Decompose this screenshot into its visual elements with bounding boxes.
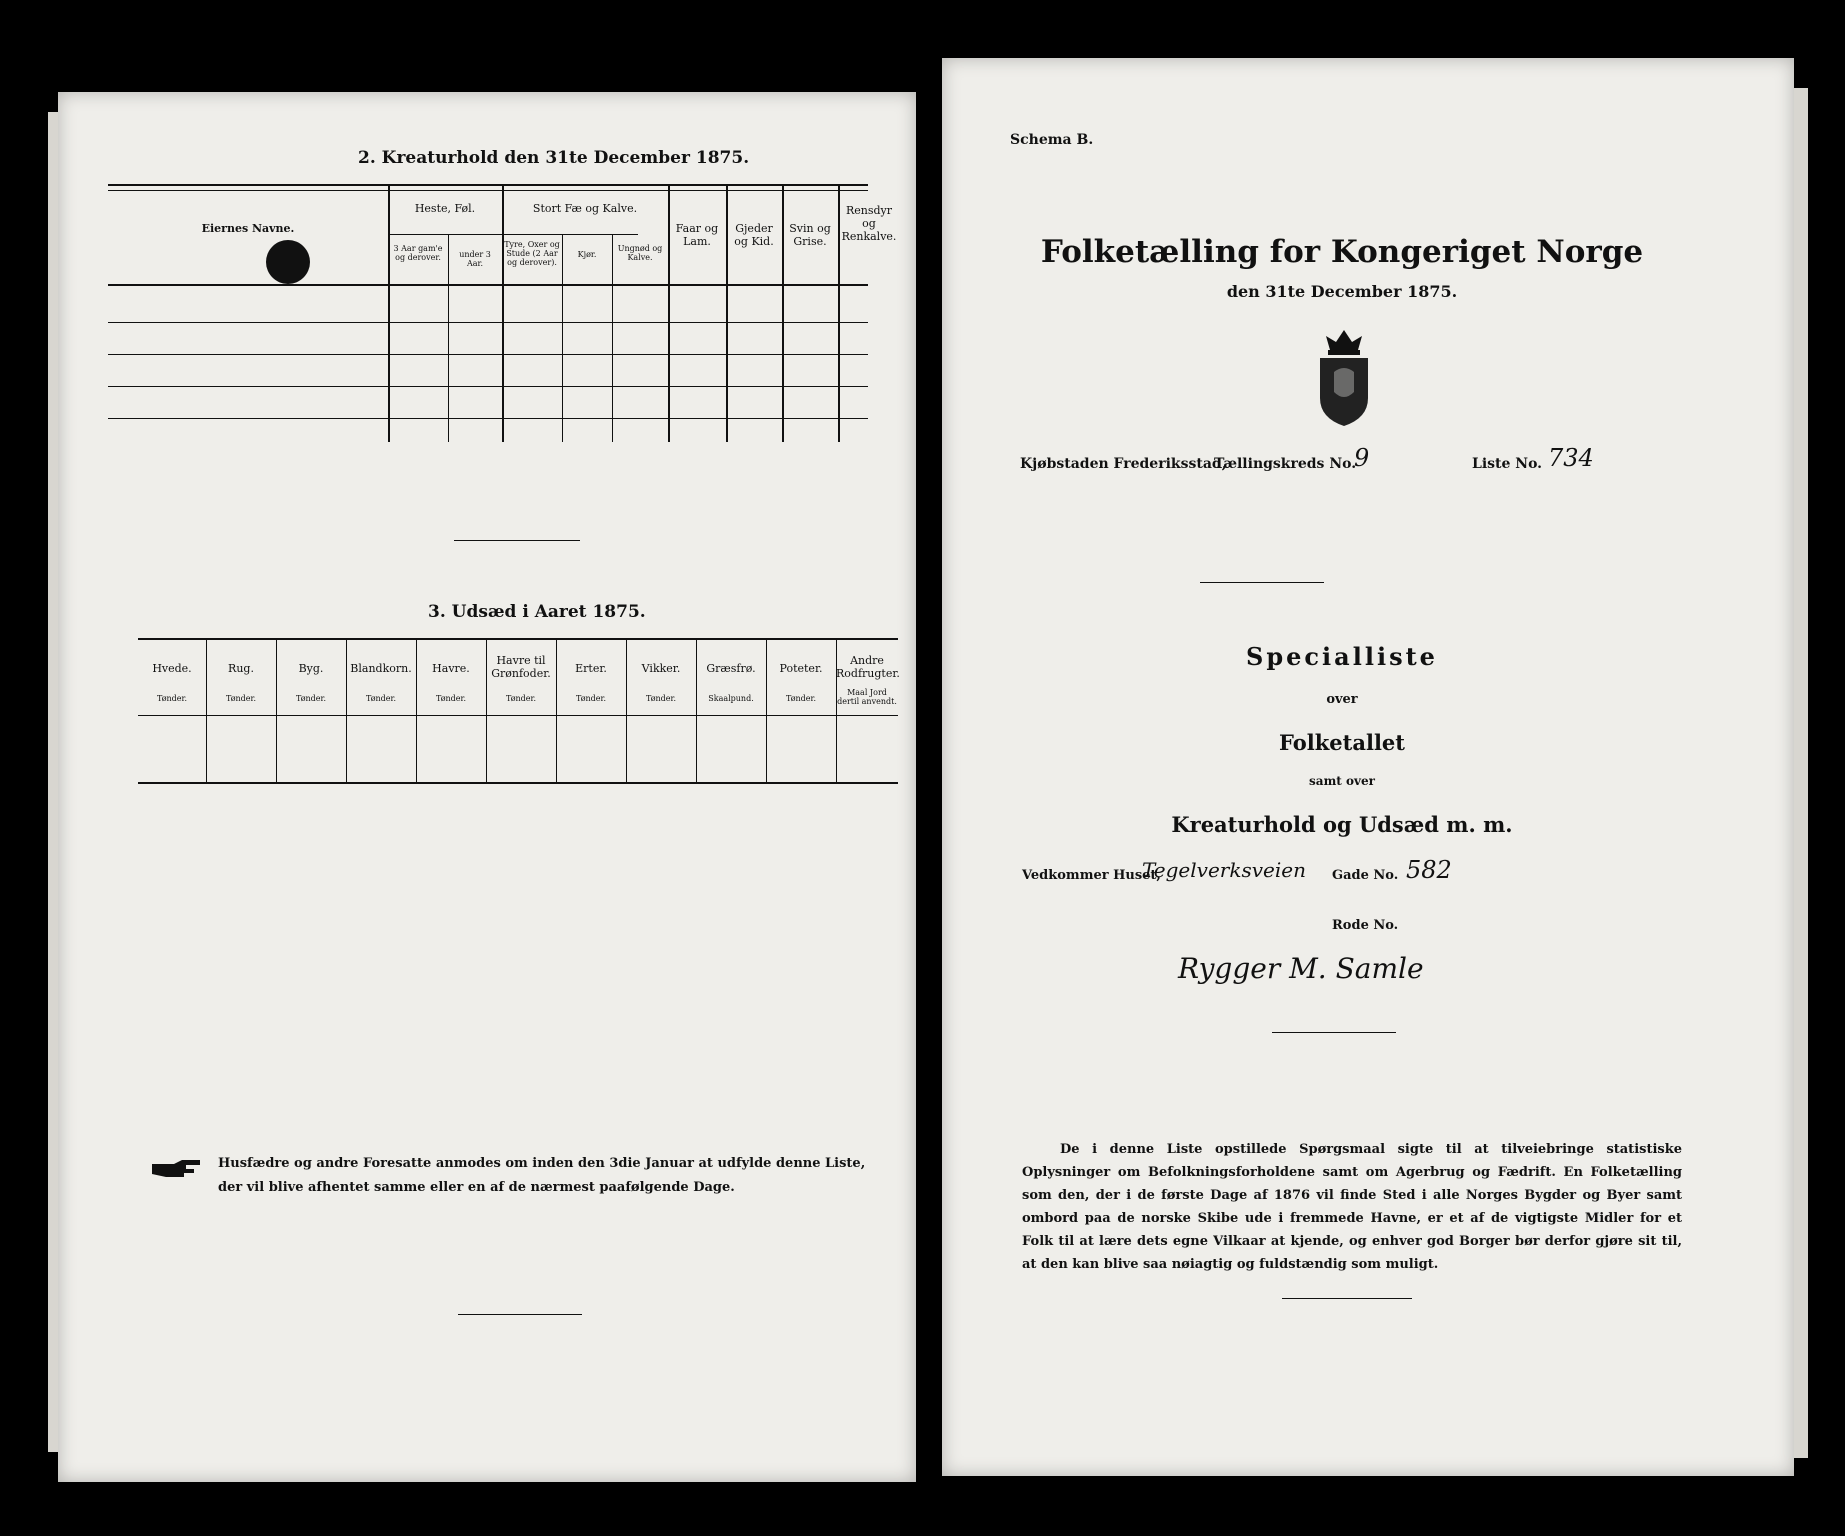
left-page (58, 92, 916, 1482)
crop-unit: Tønder. (365, 694, 397, 703)
divider (458, 1314, 582, 1315)
crop-unit: Tønder. (645, 694, 677, 703)
crop-unit: Maal Jord dertil anvendt. (837, 688, 897, 706)
census-date: den 31te December 1875. (1226, 282, 1458, 301)
kreatur-label: Kreaturhold og Udsæd m. m. (1171, 812, 1513, 837)
crop-header: Andre Rodfrugter. (836, 654, 900, 680)
liste-label: Liste No. (1472, 456, 1543, 472)
crop-unit: Tønder. (575, 694, 607, 703)
rode-label: Rode No. (1332, 918, 1399, 933)
divider (1282, 1298, 1412, 1299)
divider (454, 540, 580, 541)
owner-header: Eiernes Navne. (201, 222, 295, 235)
gade-label: Gade No. (1332, 868, 1399, 883)
folketallet-label: Folketallet (1279, 730, 1405, 755)
horse-young-header: under 3 Aar. (459, 250, 491, 268)
crop-header: Byg. (298, 662, 324, 675)
crop-unit: Tønder. (295, 694, 327, 703)
pig-header: Svin og Grise. (789, 222, 831, 248)
over-label: over (1326, 692, 1358, 707)
crop-unit: Tønder. (505, 694, 537, 703)
samt-label: samt over (1309, 774, 1375, 788)
kreds-label: Tællingskreds No. (1214, 456, 1357, 472)
right-page (942, 58, 1794, 1476)
crop-header: Havre. (432, 662, 470, 675)
footer-text: De i denne Liste opstillede Spørgsmaal sigte til at tilveiebringe statistiske Oplysninger om Befolkningsforholdene samt om Agerbrug og Fædrift. En Folketælling som den, der i de første Dage af 1876 vil finde Sted i alle Norges Bygder og Byer samt ombord paa de norske Skibe ude i fremmede Havne, er et af de vigtigste Midler for et Folk til at lære dets egne Vilkaar at kjende, og enhver god Borger bør derfor gjøre sit til, at den kan blive saa nøiagtig og fuldstændig som muligt. (1022, 1142, 1682, 1272)
sheep-header: Faar og Lam. (675, 222, 719, 248)
divider (1272, 1032, 1396, 1033)
special-title: Specialliste (1246, 642, 1438, 671)
crop-header: Havre til Grønfoder. (491, 654, 551, 680)
kreds-value: 9 (1354, 444, 1370, 472)
liste-value: 734 (1548, 444, 1594, 472)
town-label: Kjøbstaden Frederiksstad, (1020, 456, 1227, 472)
crop-header: Græsfrø. (706, 662, 756, 675)
huset-value: Tegelverksveien (1142, 858, 1306, 882)
crop-unit: Tønder. (785, 694, 817, 703)
crop-header: Erter. (575, 662, 607, 675)
huset-label: Vedkommer Huset, (1022, 868, 1161, 883)
coat-of-arms-icon (1312, 328, 1376, 428)
pointing-hand-icon (150, 1158, 204, 1178)
page-edge (1794, 88, 1808, 1458)
page-edge (48, 112, 58, 1452)
gade-value: 582 (1406, 856, 1452, 884)
cow-header: Kjør. (577, 250, 597, 259)
crop-header: Blandkorn. (350, 662, 412, 675)
crop-unit: Tønder. (435, 694, 467, 703)
divider (1200, 582, 1324, 583)
section3-title: 3. Udsæd i Aaret 1875. (428, 602, 646, 622)
crop-header: Hvede. (152, 662, 192, 675)
schema-label: Schema B. (1010, 132, 1094, 148)
main-title: Folketælling for Kongeriget Norge (1040, 234, 1644, 270)
ink-blot (266, 240, 310, 284)
calf-header: Ungnød og Kalve. (617, 244, 663, 262)
horse-adult-header: 3 Aar gam'e og derover. (393, 244, 443, 262)
notice-text: Husfædre og andre Foresatte anmodes om inden den 3die Januar at udfylde denne Liste, der vil blive afhentet samme eller en af de nærmest paafølgende Dage. (218, 1156, 866, 1195)
horse-header: Heste, Føl. (414, 202, 476, 215)
section2-title: 2. Kreaturhold den 31te December 1875. (358, 148, 750, 168)
crop-header: Vikker. (641, 662, 681, 675)
signature: Rygger M. Samle (1178, 952, 1424, 985)
crop-unit: Tønder. (225, 694, 257, 703)
goat-header: Gjeder og Kid. (734, 222, 774, 248)
crop-header: Rug. (228, 662, 254, 675)
crop-unit: Tønder. (156, 694, 188, 703)
crop-unit: Skaalpund. (708, 694, 754, 703)
cattle-header: Stort Fæ og Kalve. (532, 202, 638, 215)
bull-header: Tyre, Oxer og Stude (2 Aar og derover). (504, 240, 560, 267)
crop-header: Poteter. (779, 662, 823, 675)
reindeer-header: Rensdyr og Renkalve. (841, 204, 897, 243)
